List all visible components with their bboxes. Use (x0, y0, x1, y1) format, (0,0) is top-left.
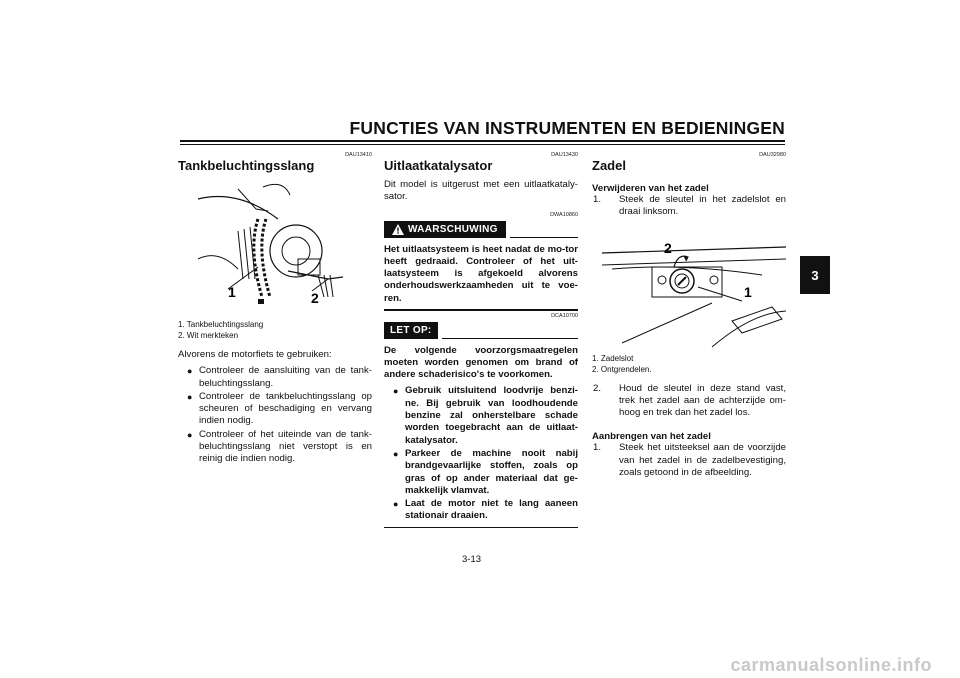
warning-label: WAARSCHUWING (408, 223, 498, 235)
divider (384, 309, 578, 311)
list-item: ● Controleer de aansluiting van de tank-beluchtingsslang. (187, 365, 372, 389)
step: 1. Steek de sleutel in het zadelslot en draai linksom. (593, 194, 786, 218)
list-item: ● Controleer de tankbeluchtingsslang op scheuren of beschadiging en vervang indien nodig. (187, 390, 372, 427)
watermark: carmanualsonline.info (730, 655, 932, 675)
list-item: ● Parkeer de machine nooit nabij brandgevaarlijke stoffen, zoals op gras of op ander materiaal dat ge-makkelijk vlamvat. (393, 447, 578, 496)
warning-header (384, 221, 578, 238)
note-badge: LET OP: (384, 322, 438, 339)
check-list (178, 365, 372, 465)
warning-line (510, 237, 578, 238)
remove-steps (592, 194, 786, 219)
section-title: Tankbeluchtingsslang (178, 158, 315, 173)
page-number: 3-13 (462, 554, 482, 565)
warning-triangle-icon (392, 224, 404, 235)
column-seat (592, 150, 786, 479)
list-item: ● Laat de motor niet te lang aaneen stationair draaien. (393, 498, 578, 522)
section-title: Uitlaatkatalysator (384, 158, 493, 173)
header-rule (180, 140, 785, 142)
remove-steps-cont (592, 383, 786, 420)
seat-lock-illustration (592, 223, 786, 351)
note-line (442, 338, 578, 339)
caption-1: 1. Zadelslot (592, 353, 634, 363)
page-title: FUNCTIES VAN INSTRUMENTEN EN BEDIENINGEN (349, 118, 785, 138)
note-code: DCA10700 (551, 312, 578, 319)
list-item: ● Controleer of het uiteinde van de tank-beluchtingsslang niet verstopt is en reinig die indien nodig. (187, 428, 372, 465)
section-code: DAU13410 (345, 152, 372, 158)
note-list (384, 385, 578, 522)
figure-label-2: 2 (311, 290, 319, 306)
note-header (384, 322, 578, 339)
figure-label-2: 2 (664, 239, 672, 256)
figure-label-1: 1 (744, 283, 752, 300)
install-steps (592, 442, 786, 479)
caption-1: 1. Tankbeluchtingsslang (178, 320, 264, 329)
tank-vent-illustration (178, 179, 358, 317)
section-code: DAU32980 (759, 152, 786, 158)
list-item: ● Gebruik uitsluitend loodvrije benzi-ne. Bij gebruik van loodhoudende benzine zal onherstelbare schade worden toegebracht aan de uitlaat-katalysator. (393, 385, 578, 446)
column-catalytic-converter (384, 150, 578, 530)
section-title: Zadel (592, 158, 626, 173)
step: 2. Houd de sleutel in deze stand vast, trek het zadel aan de achterzijde om-hoog en trek dan het zadel los. (593, 382, 786, 419)
figure-label-1: 1 (228, 284, 236, 300)
caption-2: 2. Wit merkteken (178, 331, 239, 340)
intro-text: Dit model is uitgerust met een uitlaatkataly-sator. (384, 179, 578, 203)
column-tank-vent (178, 150, 372, 467)
note-intro: De volgende voorzorgsmaatregelen moeten worden genomen om brand of andere schaderisico's te voorkomen. (384, 344, 578, 381)
header-rule-thin (180, 144, 785, 145)
intro-text: Alvorens de motorfiets te gebruiken: (178, 349, 332, 360)
warning-code: DWA10860 (550, 211, 578, 218)
figure-tank-vent-hose (178, 179, 358, 317)
chapter-tab[interactable]: 3 (800, 256, 830, 294)
caption-2: 2. Ontgrendelen. (592, 364, 652, 374)
step: 1. Steek het uitsteeksel aan de voorzijde van het zadel in de zadelbevestiging, zoals getoond in de afbeelding. (593, 442, 786, 479)
remove-heading: Verwijderen van het zadel (592, 183, 709, 194)
figure-seat-lock (592, 223, 786, 351)
warning-badge (384, 221, 506, 238)
warning-text: Het uitlaatsysteem is heet nadat de mo-tor heeft gedraaid. Controleer of het uit-laatsysteem is afgekoeld alvorens onderhoudswerkzaamheden uit te voe-ren. (384, 243, 578, 304)
divider (384, 527, 578, 529)
install-heading: Aanbrengen van het zadel (592, 431, 711, 443)
section-code: DAU13430 (551, 152, 578, 158)
